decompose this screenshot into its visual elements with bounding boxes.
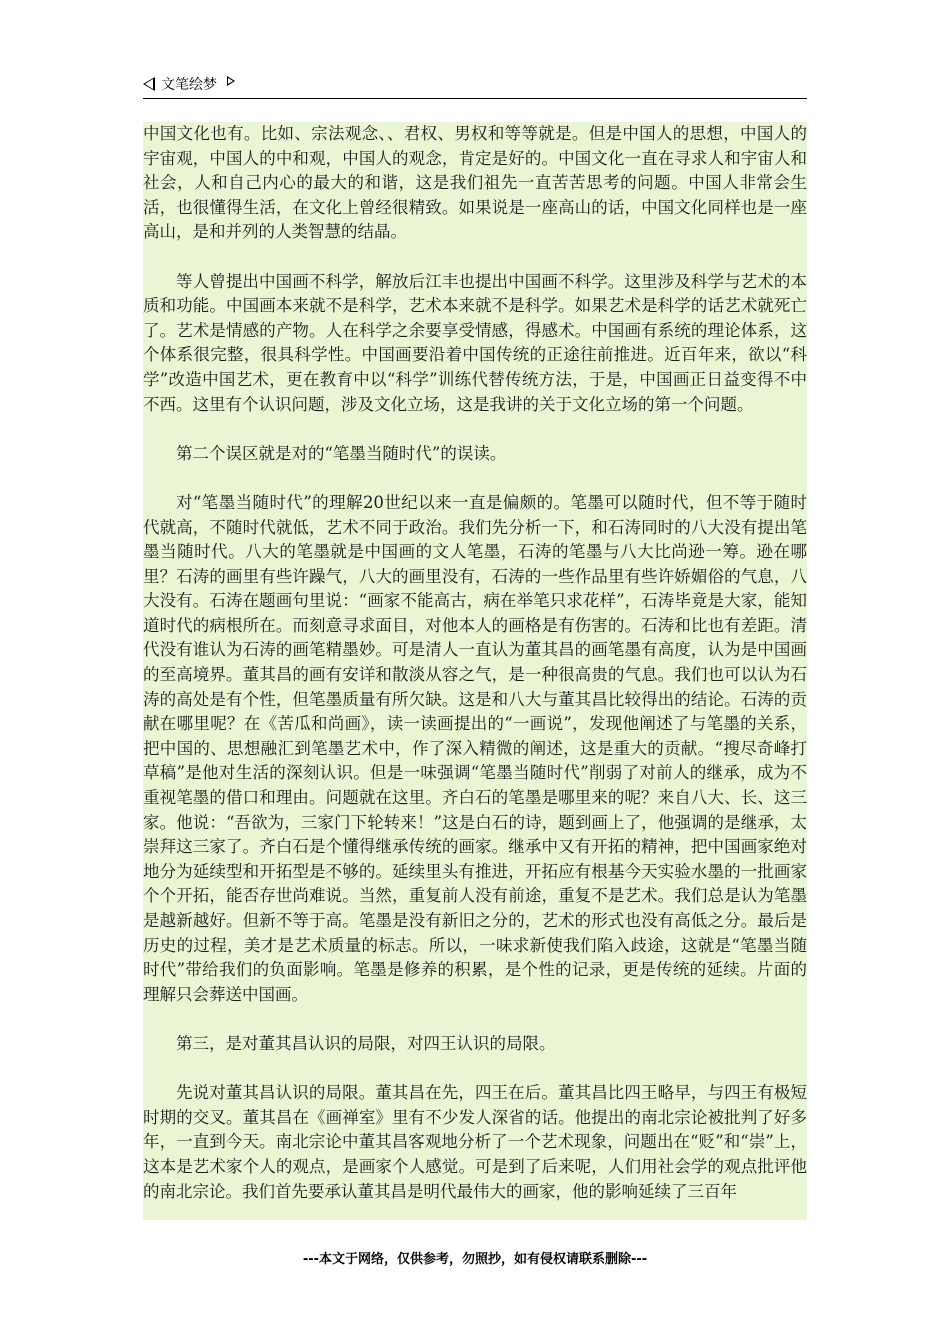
triangle-left-icon [143, 77, 155, 91]
paragraph-5: 第三，是对董其昌认识的局限，对四王认识的局限。 [176, 1033, 556, 1053]
paragraph-2: 等人曾提出中国画不科学，解放后江丰也提出中国画不科学。这里涉及科学与艺术的本质和功能。中国画本来就不是科学，艺术本来就不是科学。如果艺术是科学的话艺术就死亡了。艺术是情感的产物。人在科学之余要享受情感，得感术。中国画有系统的理论体系，这个体系很完整，很具科学性。中国画要沿着中国传统的正途往前推进。近百年来，欲以“科学”改造中国艺术，更在教育中以“科学”训练代替传统方法，于是，中国画正日益变得不中不西。这里有个认识问题，涉及文化立场，这是我讲的关于文化立场的第一个问题。 [143, 271, 807, 414]
paragraph-4: 对“笔墨当随时代”的理解20世纪以来一直是偏颇的。笔墨可以随时代，但不等于随时代就高，不随时代就低，艺术不同于政治。我们先分析一下，和石涛同时的八大没有提出笔墨当随时代。八大的笔墨就是中国画的文人笔墨，石涛的笔墨与八大比尚逊一筹。逊在哪里？石涛的画里有些许躁气，八大的画里没有，石涛的一些作品里有些许娇媚俗的气息，八大没有。石涛在题画句里说：“画家不能高古，病在举笔只求花样”，石涛毕竟是大家，能知道时代的病根所在。而刻意寻求面目，对他本人的画格是有伤害的。石涛和比也有差距。清代没有谁认为石涛的画笔精墨妙。可是清人一直认为董其昌的画笔墨有高度，认为是中国画的至高境界。董其昌的画有安详和散淡从容之气，是一种很高贵的气息。我们也可以认为石涛的高处是有个性，但笔墨质量有所欠缺。这是和八大与董其昌比较得出的结论。石涛的贡献在哪里呢？在《苦瓜和尚画》，读一读画提出的“一画说”，发现他阐述了与笔墨的关系，把中国的、思想融汇到笔墨艺术中，作了深入精微的阐述，这是重大的贡献。“搜尽奇峰打草稿”是他对生活的深刻认识。但是一味强调“笔墨当随时代”削弱了对前人的继承，成为不重视笔墨的借口和理由。问题就在这里。齐白石的笔墨是哪里来的呢？来自八大、长、这三家。他说：“吾欲为，三家门下轮转来！”这是白石的诗，题到画上了，他强调的是继承，太崇拜这三家了。齐白石是个懂得继承传统的画家。继承中又有开拓的精神，把中国画家绝对地分为延续型和开拓型是不够的。延续里头有推进，开拓应有根基今天实验水墨的一批画家个个开拓，能否存世尚难说。当然，重复前人没有前途，重复不是艺术。我们总是认为笔墨是越新越好。但新不等于高。笔墨是没有新旧之分的，艺术的形式也没有高低之分。最后是历史的过程，美才是艺术质量的标志。所以，一味求新使我们陷入歧途，这就是“笔墨当随时代”带给我们的负面影响。笔墨是修养的积累，是个性的记录，更是传统的延续。片面的理解只会葬送中国画。 [143, 492, 807, 1004]
paragraph-6: 先说对董其昌认识的局限。董其昌在先，四王在后。董其昌比四王略早，与四王有极短时期的交叉。董其昌在《画禅室》里有不少发人深省的话。他提出的南北宗论被批判了好多年，一直到今天。南北宗论中董其昌客观地分析了一个艺术现象，问题出在“贬”和“崇”上，这本是艺术家个人的观点，是画家个人感觉。可是到了后来呢，人们用社会学的观点批评他的南北宗论。我们首先要承认董其昌是明代最伟大的画家，他的影响延续了三百年 [143, 1083, 807, 1201]
header-title: 文笔绘梦 [161, 77, 217, 93]
paragraph-3: 第二个误区就是对的“笔墨当随时代”的误读。 [176, 443, 507, 463]
article-body [143, 122, 807, 1220]
page-header [143, 70, 807, 99]
paragraph-1: 中国文化也有。比如、宗法观念、、君权、男权和等等就是。但是中国人的思想，中国人的宇宙观，中国人的中和观，中国人的观念，肯定是好的。中国文化一直在寻求人和宇宙人和社会，人和自己内心的最大的和谐，这是我们祖先一直苦苦思考的问题。中国人非常会生活，也很懂得生活，在文化上曾经很精致。如果说是一座高山的话，中国文化同样也是一座高山，是和并列的人类智慧的结晶。 [143, 124, 807, 242]
triangle-right-icon [227, 76, 235, 86]
page-footer: ---本文于网络，仅供参考，勿照抄，如有侵权请联系删除--- [302, 1252, 648, 1267]
